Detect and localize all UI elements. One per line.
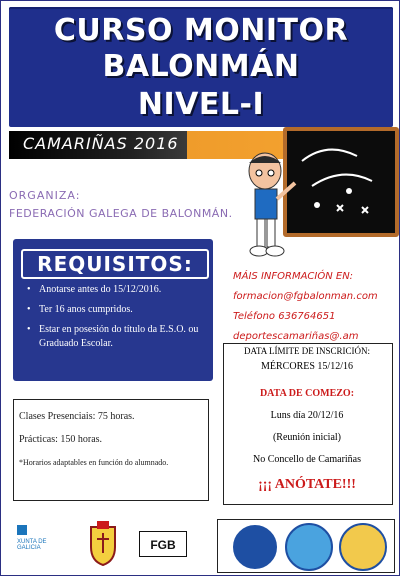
- cartoon-coach-icon: [237, 151, 297, 261]
- sponsor-logos: [9, 519, 393, 571]
- federation-logo: [139, 531, 187, 557]
- subtitle: CAMARIÑAS 2016: [23, 134, 179, 153]
- hours-practicas: Prácticas: 150 horas.: [19, 434, 103, 445]
- header-banner: [9, 7, 393, 127]
- hours-presenciais: Clases Presenciais: 75 horas.: [19, 411, 135, 422]
- club-badge-3-icon: [339, 523, 387, 571]
- title-line-2: BALONMÁN: [102, 49, 300, 84]
- info-email-2[interactable]: deportescamariñas@.am: [233, 331, 359, 342]
- title-line-1: CURSO MONITOR: [53, 13, 349, 48]
- requisito-item: • Estar en posesión do título da E.S.O. ou Graduado Escolar.: [27, 323, 211, 351]
- title-line-3: NIVEL-I: [137, 87, 265, 122]
- requisito-item: • Anotarse antes do 15/12/2016.: [27, 283, 211, 297]
- start-value: Luns día 20/12/16: [270, 410, 344, 421]
- federation-logo-text: FGB: [150, 538, 176, 552]
- town-shield-logo: [85, 521, 121, 567]
- start-label: DATA DE COMEZO:: [259, 388, 355, 399]
- club-badge-1-icon: [231, 523, 279, 571]
- info-email[interactable]: formacion@fgbalonman.com: [233, 291, 378, 302]
- xunta-name: XUNTA DE GALICIA: [17, 539, 47, 551]
- cta-text: ¡¡¡ ANÓTATE!!!: [258, 477, 356, 492]
- xunta-logo: [17, 525, 49, 561]
- club-badge-2-icon: [285, 523, 333, 571]
- place-text: No Concello de Camariñas: [252, 454, 362, 465]
- requisito-item: • Ter 16 anos cumpridos.: [27, 303, 211, 317]
- hours-note: *Horarios adaptables en función do alumnado.: [19, 458, 169, 467]
- organiza-value: FEDERACIÓN GALEGA DE BALONMÁN.: [9, 207, 233, 220]
- meeting-text: (Reunión inicial): [272, 432, 342, 443]
- info-title: MÁIS INFORMACIÓN EN:: [233, 271, 354, 282]
- xunta-square-icon: [17, 525, 27, 535]
- requisitos-list: [27, 283, 211, 357]
- organiza-label: ORGANIZA:: [9, 189, 81, 202]
- requisitos-title: REQUISITOS:: [21, 249, 209, 279]
- limit-value: MÉRCORES 15/12/16: [261, 361, 353, 372]
- tactics-board-icon: [283, 127, 399, 237]
- limit-label: DATA LÍMITE DE INSCRICIÓN:: [243, 346, 371, 356]
- info-block: [233, 267, 393, 347]
- info-phone: Teléfono 636764651: [233, 311, 336, 322]
